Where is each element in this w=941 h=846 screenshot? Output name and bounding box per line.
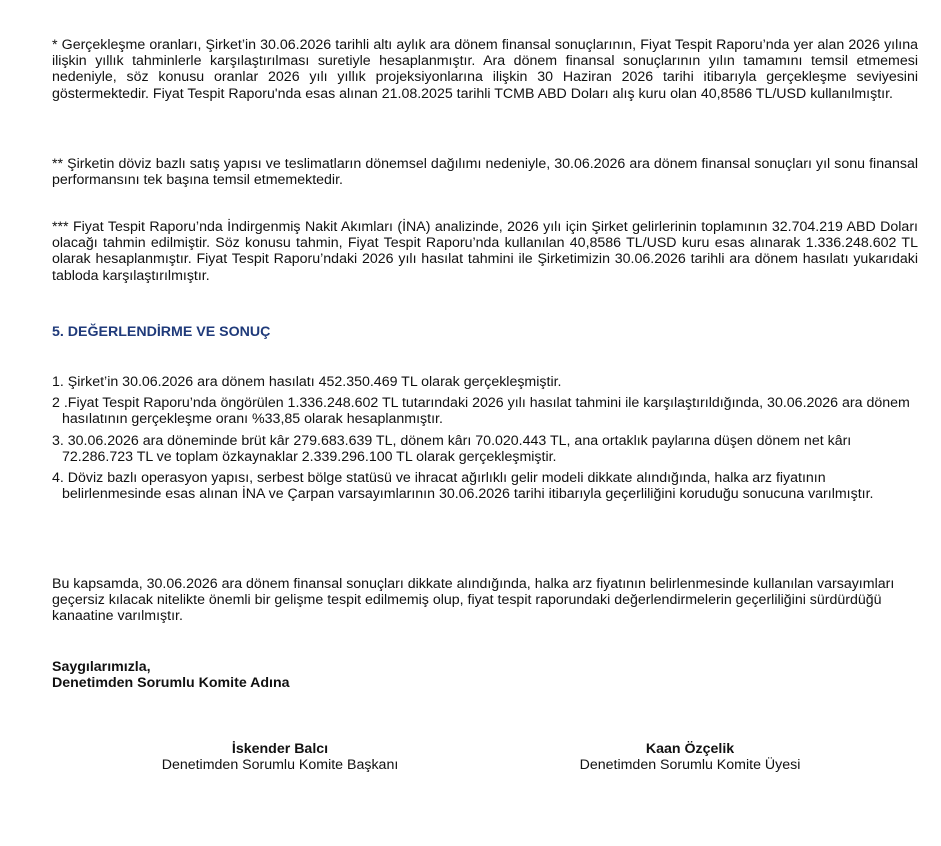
signatory-title: Denetimden Sorumlu Komite Başkanı xyxy=(161,757,399,774)
signature-member xyxy=(520,741,860,773)
findings-list xyxy=(52,374,918,507)
closing-greeting: Saygılarımızla, xyxy=(52,659,151,675)
footnote-1: * Gerçekleşme oranları, Şirket’in 30.06.2026 tarihli altı aylık ara dönem finansal sonuçlarının, Fiyat Tespit Raporu’nda yer alan 2026 yılına ilişkin yıllık tahminlerle karşılaştırılması suretiyle hesaplanmıştır. Ara dönem finansal sonuçlarının yılın tamamını temsil etmemesi nedeniyle, söz konusu oranlar 2026 yılı yıllık projeksiyonlarına ilişkin 30 Haziran 2026 tarihi itibarıyla gerçekleşme seviyesini göstermektedir. Fiyat Tespit Raporu'nda esas alınan 21.08.2025 tarihli TCMB ABD Doları alış kuru olan 40,8586 TL/USD kullanılmıştır. xyxy=(52,37,918,102)
list-item: 1. Şirket’in 30.06.2026 ara dönem hasılatı 452.350.469 TL olarak gerçekleşmiştir. xyxy=(52,374,562,390)
list-item: 4. Döviz bazlı operasyon yapısı, serbest bölge statüsü ve ihracat ağırlıklı gelir modeli dikkate alındığında, halka arz fiyatının belirlenmesinde esas alınan İNA ve Çarpan varsayımlarının 30.06.2026 tarihi itibarıyla geçerliliğini koruduğu sonucuna varılmıştır. xyxy=(52,470,874,503)
footnote-3: *** Fiyat Tespit Raporu’nda İndirgenmiş Nakit Akımları (İNA) analizinde, 2026 yılı için Şirket gelirlerinin toplamının 32.704.219 ABD Doları olacağı tahmin edilmiştir. Söz konusu tahmin, Fiyat Tespit Raporu’nda kullanılan 40,8586 TL/USD kuru esas alınarak 1.336.248.602 TL olarak hesaplanmıştır. Fiyat Tespit Raporu’ndaki 2026 yılı hasılat tahmini ile Şirketimizin 30.06.2026 tarihli ara dönem hasılatı yukarıdaki tabloda karşılaştırılmıştır. xyxy=(52,219,918,284)
closing xyxy=(52,659,918,691)
list-item: 2 .Fiyat Tespit Raporu’nda öngörülen 1.336.248.602 TL tutarındaki 2026 yılı hasılat tahmini ile karşılaştırıldığında, 30.06.2026 ara dönem hasılatının gerçekleşme oranı %33,85 olarak hesaplanmıştır. xyxy=(52,395,910,428)
signatory-name: İskender Balcı xyxy=(231,741,329,757)
section-heading: 5. DEĞERLENDİRME VE SONUÇ xyxy=(52,324,271,340)
closing-org: Denetimden Sorumlu Komite Adına xyxy=(52,675,290,692)
signatory-name: Kaan Özçelik xyxy=(645,741,735,757)
signatory-title: Denetimden Sorumlu Komite Üyesi xyxy=(579,757,801,774)
signature-chair xyxy=(100,741,460,773)
list-item: 3. 30.06.2026 ara döneminde brüt kâr 279.683.639 TL, dönem kârı 70.020.443 TL, ana ortaklık paylarına düşen dönem net kârı 72.286.723 TL ve toplam özkaynaklar 2.339.296.100 TL olarak gerçekleşmiştir. xyxy=(52,432,852,465)
conclusion-paragraph: Bu kapsamda, 30.06.2026 ara dönem finansal sonuçları dikkate alındığında, halka arz fiyatının belirlenmesinde kullanılan varsayımları geçersiz kılacak nitelikte önemli bir gelişme tespit edilmemiş olup, fiyat tespit raporundaki değerlendirmelerin geçerliliğini sürdürdüğü kanaatine varılmıştır. xyxy=(52,576,895,625)
footnote-2: ** Şirketin döviz bazlı satış yapısı ve teslimatların dönemsel dağılımı nedeniyle, 30.06.2026 ara dönem finansal sonuçları yıl sonu finansal performansını tek başına temsil etmemektedir. xyxy=(52,156,918,189)
